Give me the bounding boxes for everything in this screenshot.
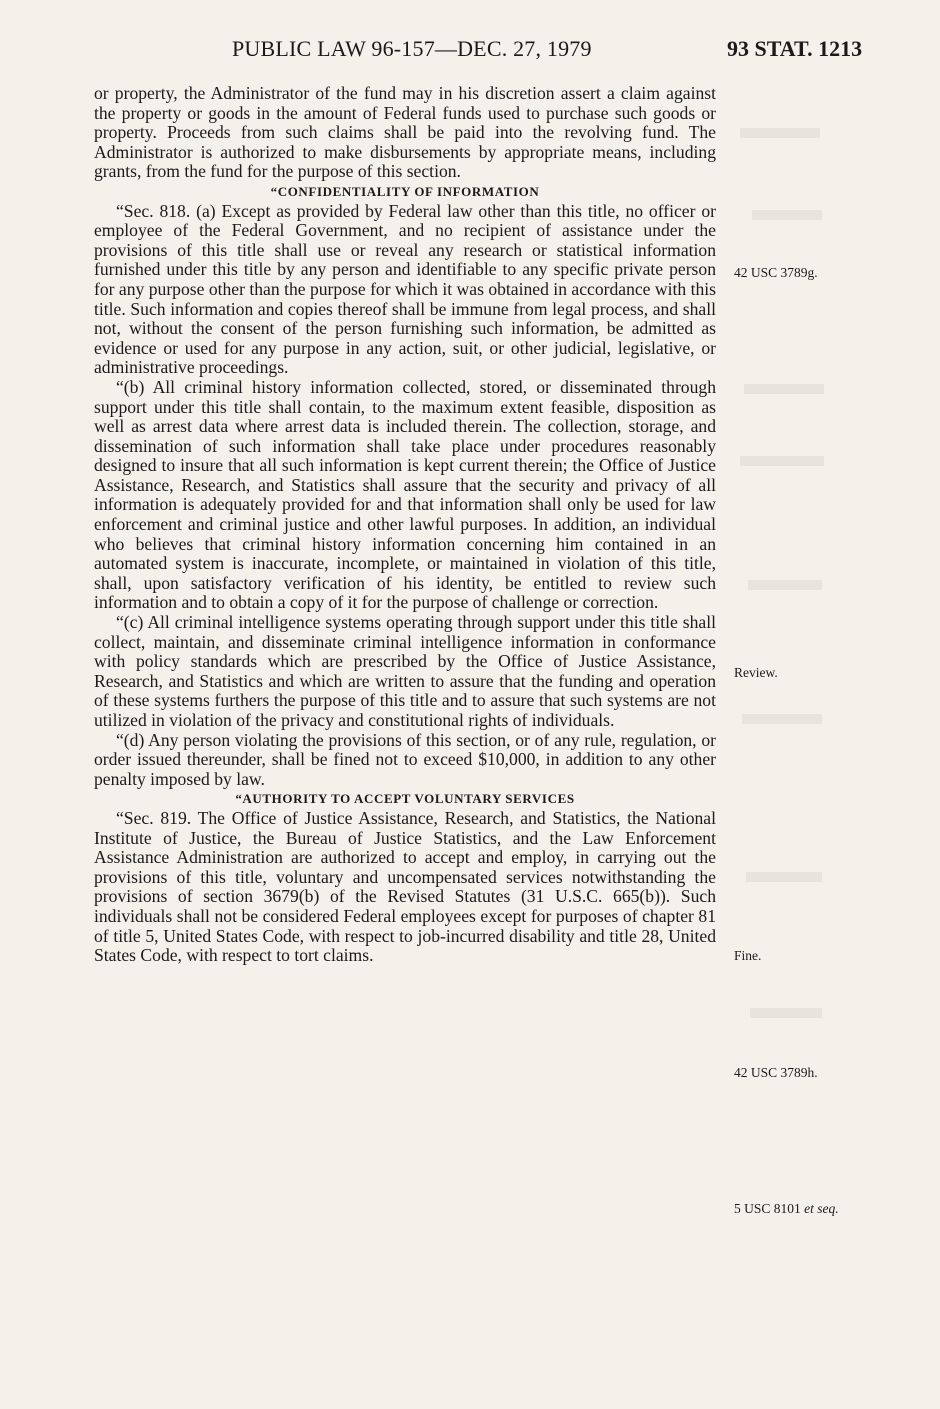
main-text-column [94,84,716,966]
paragraph-sec-819: “Sec. 819. The Office of Justice Assistance, Research, and Statistics, the National Institute of Justice, the Bureau of Justice Statistics, and the Law Enforcement Assistance Administration are authorized to accept and employ, in carrying out the provisions of this title, voluntary and uncompensated services notwithstanding the provisions of section 3679(b) of the Revised Statutes (31 U.S.C. 665(b)). Such individuals shall not be considered Federal employees except for purposes of chapter 81 of title 5, United States Code, with respect to job-incurred disability and title 28, United States Code, with respect to tort claims. [94,807,716,966]
running-header-page-number: 93 STAT. 1213 [727,36,863,61]
bleed-through-mark [740,456,824,466]
bleed-through-mark [748,580,822,590]
margin-note-review: Review. [734,665,778,680]
bleed-through-mark [746,872,822,882]
section-heading-voluntary-services: “AUTHORITY TO ACCEPT VOLUNTARY SERVICES [235,791,575,807]
paragraph-sec-818-c: “(c) All criminal intelligence systems operating through support under this title shall collect, maintain, and disseminate criminal intelligence information in conformance with policy standards which are prescribed by the Office of Justice Assistance, Research, and Statistics and which are written to assure that the funding and operation of these systems furthers the purpose of this title and to assure that such systems are not utilized in violation of the privacy and constitutional rights of individuals. [94,612,716,730]
section-heading-confidentiality: “CONFIDENTIALITY OF INFORMATION [270,183,540,199]
margin-note-et-seq: et seq. [804,1201,839,1216]
running-header-title: PUBLIC LAW 96-157—DEC. 27, 1979 [232,36,592,61]
margin-note-citation: 5 USC 8101 [734,1201,801,1216]
bleed-through-mark [744,384,824,394]
paragraph-sec-818-d: “(d) Any person violating the provisions of this section, or of any rule, regulation, or order issued thereunder, shall be fined not to exceed $10,000, in addition to any other penalty imposed by law. [94,729,716,789]
paragraph-continuation: or property, the Administrator of the fund may in his discretion assert a claim against the property or goods in the amount of Federal funds used to purchase such goods or property. Proceeds from such claims shall be paid into the revolving fund. The Administrator is authorized to make disbursements by appropriate means, including grants, from the fund for the purpose of this section. [94,83,716,182]
bleed-through-mark [750,1008,822,1018]
margin-note-42-usc-3789g: 42 USC 3789g. [734,265,818,280]
bleed-through-mark [742,714,822,724]
margin-note-fine: Fine. [734,948,762,963]
margin-note-5-usc-8101 [734,1200,862,1217]
paragraph-sec-818-a: “Sec. 818. (a) Except as provided by Federal law other than this title, no officer or employee of the Federal Government, and no recipient of assistance under the provisions of this title shall use or reveal any research or statistical information furnished under this title by any person and identifiable to any specific private person for any purpose other than the purpose for which it was obtained in accordance with this title. Such information and copies thereof shall be immune from legal process, and shall not, without the consent of the person furnishing such information, be admitted as evidence or used for any purpose in any action, suit, or other judicial, legislative, or administrative proceedings. [94,200,716,378]
bleed-through-mark [740,128,820,138]
paragraph-sec-818-b: “(b) All criminal history information collected, stored, or disseminated through support under this title shall contain, to the maximum extent feasible, disposition as well as arrest data where arrest data is included therein. The collection, storage, and dissemination of such information shall take place under procedures reasonably designed to insure that all such information is kept current therein; the Office of Justice Assistance, Research, and Statistics shall assure that the security and privacy of all information is adequately provided for and that information shall only be used for law enforcement and criminal justice and other lawful purposes. In addition, an individual who believes that criminal history information concerning him contained in an automated system is inaccurate, incomplete, or maintained in violation of this title, shall, upon satisfactory verification of his identity, be entitled to review such information and to obtain a copy of it for the purpose of challenge or correction. [94,376,716,613]
margin-note-42-usc-3789h: 42 USC 3789h. [734,1065,818,1080]
bleed-through-mark [752,210,822,220]
